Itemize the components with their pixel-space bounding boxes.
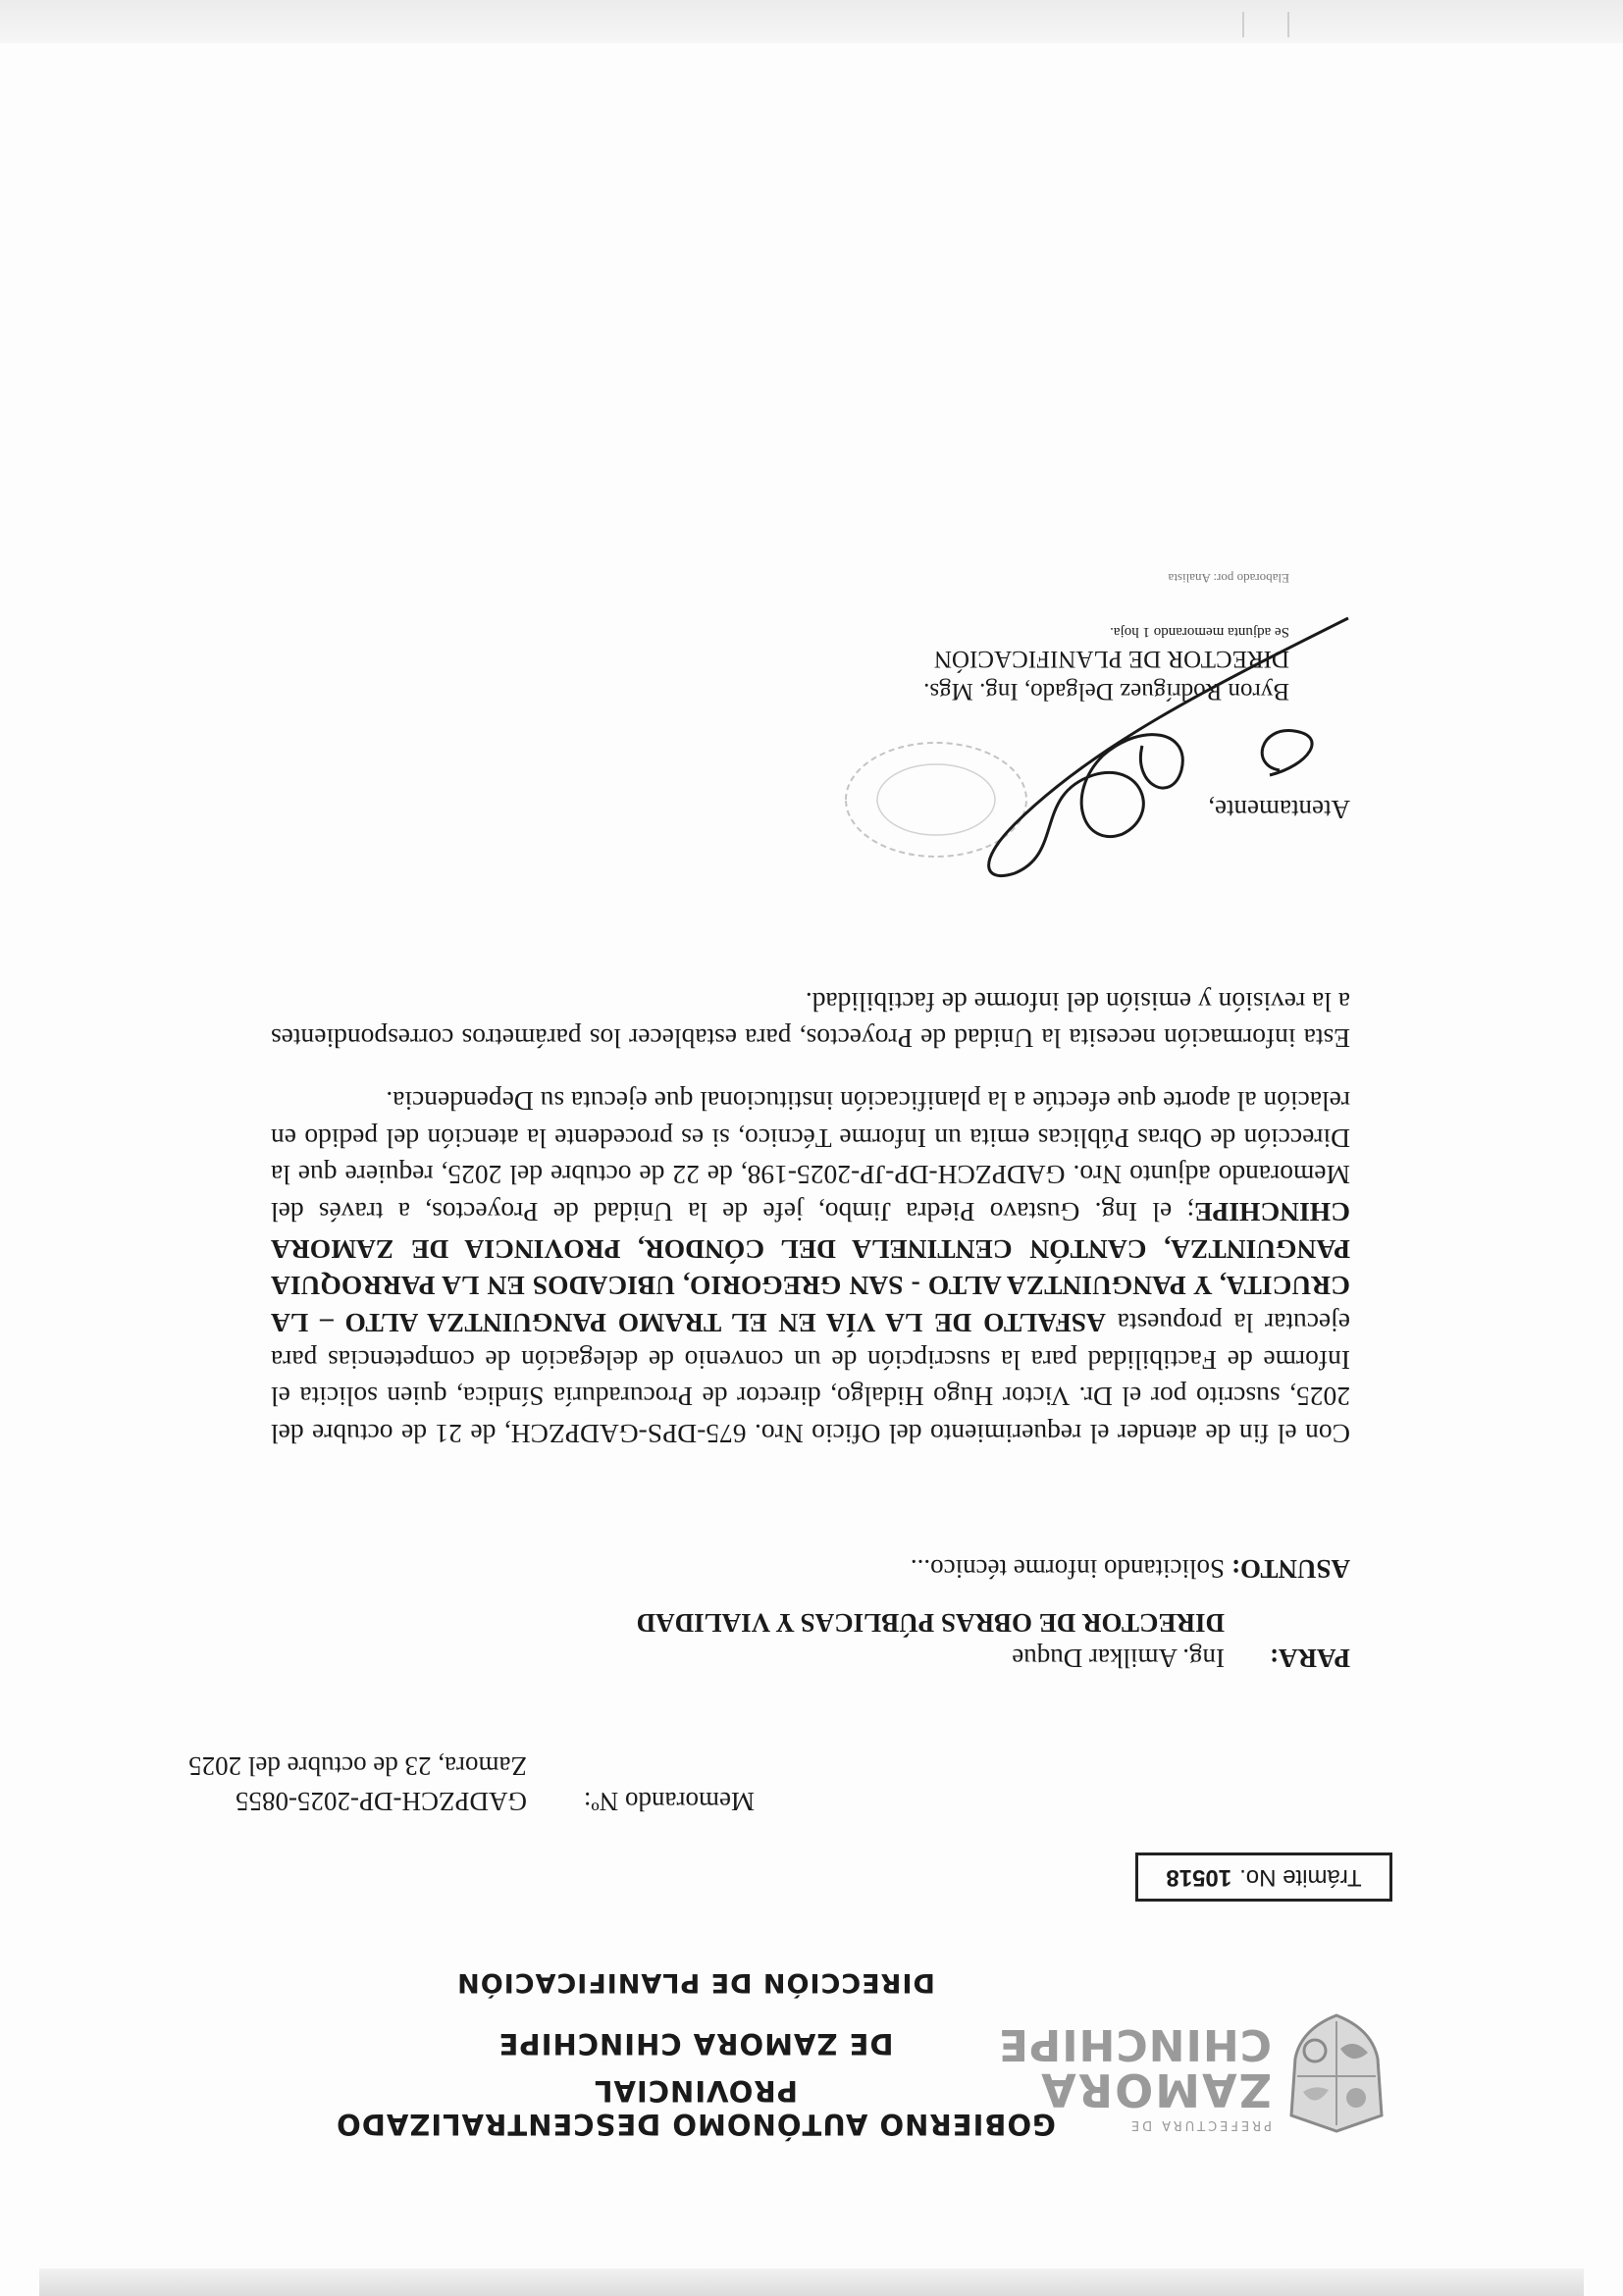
subject-text: Solicitando informe técnico... bbox=[910, 1554, 1225, 1585]
recipient-label: PARA: bbox=[1270, 1644, 1350, 1673]
body-paragraph-2: Esta información necesita la Unidad de Proyectos, para establecer los parámetros correspondientes a la revisión y emisión del informe de factibilidad. bbox=[271, 986, 1350, 1055]
logo-line2: CHINCHIPE bbox=[997, 2019, 1272, 2069]
letterhead bbox=[259, 1967, 1132, 2141]
recipient-row bbox=[271, 1604, 1350, 1676]
department-name: DIRECCIÓN DE PLANIFICACIÓN bbox=[456, 1967, 935, 1998]
shield-icon bbox=[1285, 2011, 1387, 2135]
memo-body bbox=[271, 958, 1350, 1452]
recipient-value bbox=[271, 1604, 1225, 1676]
body-p1-intro: Con el fin de atender el requerimiento del Oficio Nro. 675-DPS-GADPZCH, de 21 de octubre del 2025, suscrito por el Dr. Victor Hugo Hidalgo, director de Procuraduría Síndica, quien solicita el Informe de Factibilidad para la suscripción de un convenio de delegación de competencias para ejecutar la propuesta bbox=[271, 1307, 1350, 1449]
closing: Atentamente, bbox=[1208, 795, 1350, 824]
signer-name: Byron Rodríguez Delgado, Ing. Mgs. bbox=[923, 678, 1289, 704]
footer-separator bbox=[1287, 12, 1289, 37]
body-project-name: ASFALTO DE LA VÍA EN EL TRAMO PANGUINTZA ALTO – LA CRUCITA, Y PANGUINTZA ALTO - SAN GREGORIO, UBICADOS EN LA PARROQUIA PANGUINTZA, CANTÓN CENTINELA DEL CÓNDOR, PROVINCIA DE ZAMORA CHINCHIPE bbox=[271, 1196, 1350, 1338]
signature-block bbox=[701, 570, 1289, 706]
memo-date-row bbox=[188, 1748, 755, 1783]
memo-number: GADPZCH-DP-2025-0855 bbox=[236, 1787, 527, 1816]
scan-edge-top bbox=[39, 2269, 1584, 2296]
institution-province: DE ZAMORA CHINCHIPE bbox=[497, 2027, 894, 2061]
page-footer bbox=[112, 10, 1289, 39]
prepared-by: Elaborado por: Analista bbox=[1168, 571, 1289, 587]
logo-prefix: PREFECTURA DE bbox=[1127, 2117, 1272, 2132]
memo-date: Zamora, 23 de octubre del 2025 bbox=[188, 1750, 527, 1781]
attachment-note: Se adjunta memorando 1 hoja. bbox=[1110, 624, 1289, 640]
recipient-name: Ing. Amilkar Duque bbox=[1012, 1644, 1225, 1673]
institution-name: GOBIERNO AUTÓNOMO DESCENTRALIZADO PROVINCIAL bbox=[336, 2074, 1056, 2141]
memo-fields bbox=[271, 1545, 1350, 1676]
body-paragraph-1 bbox=[271, 1082, 1350, 1452]
footer-separator bbox=[1242, 12, 1244, 37]
memo-info bbox=[188, 1748, 755, 1819]
tramite-label: Trámite No. bbox=[1239, 1864, 1362, 1891]
subject-label: ASUNTO: bbox=[1230, 1554, 1350, 1585]
logo-line1: ZAMORA bbox=[1039, 2063, 1272, 2116]
subject-row bbox=[271, 1551, 1350, 1587]
memo-label: Memorando Nº: bbox=[583, 1787, 755, 1816]
signer-title: DIRECTOR DE PLANIFICACIÓN bbox=[933, 646, 1289, 673]
memo-number-row bbox=[236, 1784, 755, 1819]
recipient-title: DIRECTOR DE OBRAS PÚBLICAS Y VIALIDAD bbox=[636, 1607, 1225, 1638]
tramite-box bbox=[1135, 1852, 1392, 1902]
tramite-number: 10518 bbox=[1166, 1864, 1232, 1891]
body-p1-rest: ; el Ing. Gustavo Piedra Jimbo, jefe de la Unidad de Proyectos, a través del Memorando adjunto Nro. GADPZCH-DP-JP-2025-198, de 22 de octubre del 2025, requiere que la Dirección de Obras Públicas emita un Informe Técnico, si es procedente la atención del pedido en relación al aporte que efectúe a la planificación institucional que ejecuta su Dependencia. bbox=[271, 1085, 1350, 1227]
